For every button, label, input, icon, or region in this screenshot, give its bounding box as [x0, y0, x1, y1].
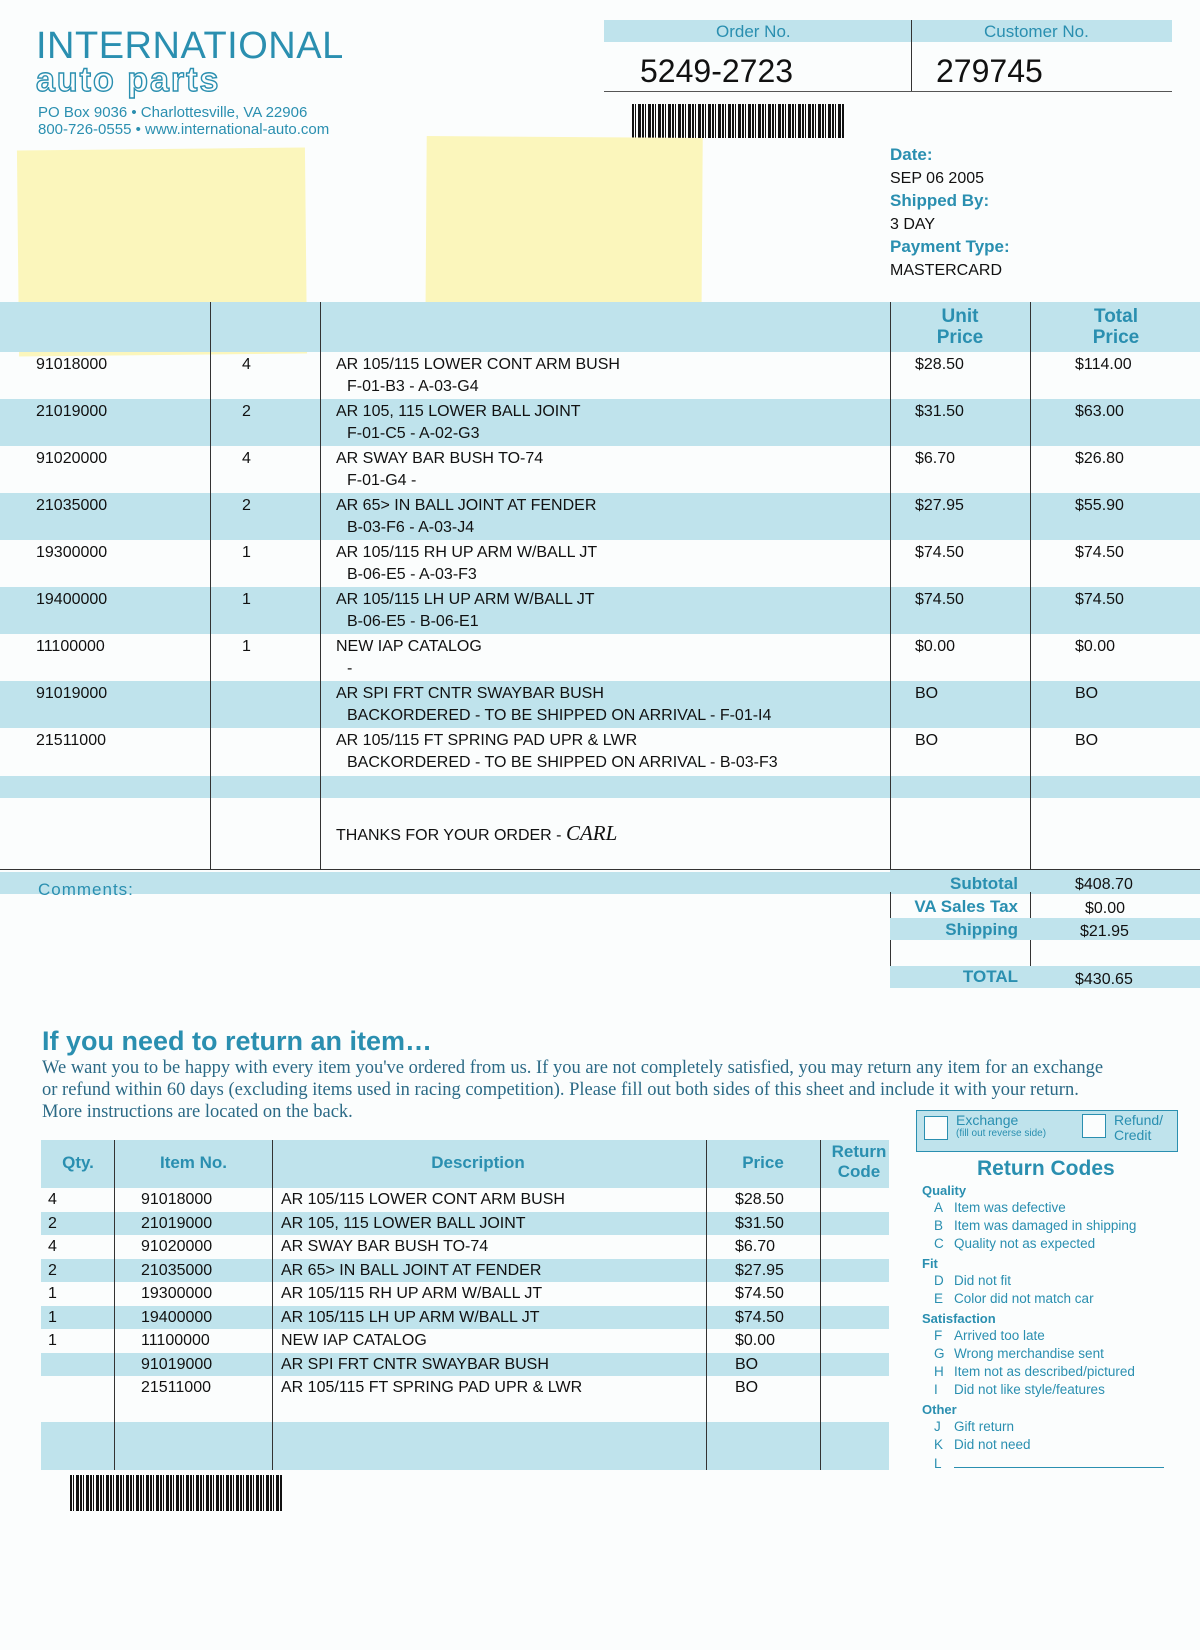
- return-qty: 4: [48, 1191, 57, 1208]
- return-price: BO: [735, 1355, 759, 1373]
- item-location: BACKORDERED - TO BE SHIPPED ON ARRIVAL - B-03-F3: [347, 754, 778, 771]
- item-unit-price: $27.95: [915, 497, 964, 514]
- item-total-price: $74.50: [1075, 591, 1124, 608]
- item-total-price: $26.80: [1075, 450, 1124, 467]
- return-code-text: Did not need: [954, 1437, 1031, 1452]
- return-code-group: Satisfaction: [922, 1311, 996, 1326]
- return-qty: 1: [48, 1308, 57, 1326]
- item-number: 91020000: [36, 450, 108, 467]
- return-empty-band: [41, 1422, 889, 1470]
- items-empty-band-1: [0, 776, 1200, 798]
- exchange-label: Exchange: [956, 1112, 1019, 1128]
- return-qty: 4: [48, 1238, 57, 1255]
- item-total-price: $0.00: [1075, 638, 1116, 655]
- subtotal-value: $408.70: [1075, 876, 1133, 893]
- item-number: 21511000: [36, 732, 106, 749]
- item-location: F-01-C5 - A-02-G3: [347, 425, 480, 442]
- return-code-letter: F: [934, 1328, 943, 1343]
- order-number: 5249-2723: [640, 53, 794, 89]
- order-header-divider: [911, 20, 912, 92]
- return-qty: 1: [48, 1285, 57, 1302]
- item-number: 19400000: [36, 591, 108, 608]
- refund-label: Refund/: [1114, 1112, 1164, 1128]
- return-code-text: Item was damaged in shipping: [954, 1218, 1137, 1233]
- refund-option: [1114, 1113, 1163, 1143]
- return-code-item: [934, 1328, 1045, 1343]
- return-rule-4: [820, 1140, 821, 1470]
- return-description: AR SPI FRT CNTR SWAYBAR BUSH: [281, 1355, 549, 1373]
- return-description: AR 105, 115 LOWER BALL JOINT: [281, 1214, 526, 1232]
- signature: CARL: [565, 821, 618, 845]
- item-row-band: [0, 399, 1200, 446]
- company-logo-line2: auto parts: [36, 61, 221, 99]
- order-header-underline: [604, 91, 1172, 92]
- item-location: -: [347, 660, 353, 677]
- return-price: $6.70: [735, 1238, 776, 1255]
- return-code-letter: D: [934, 1273, 944, 1288]
- company-logo-line1: INTERNATIONAL: [36, 25, 344, 67]
- customer-number-label: Customer No.: [984, 22, 1089, 41]
- return-code-text: Color did not match car: [954, 1291, 1094, 1306]
- shipped-by-label: Shipped By:: [890, 191, 990, 210]
- payment-type-value: MASTERCARD: [890, 262, 1003, 279]
- subtotal-label: Subtotal: [950, 874, 1018, 893]
- tax-value: $0.00: [1085, 900, 1126, 917]
- return-instructions: We want you to be happy with every item you've ordered from us. If you are not completely satisfied, you may return any item for an exchange or refund within 60 days (excluding items used in racing competition). Please fill out both sides of this sheet and include it with your return. More instructions are located on the back.: [42, 1058, 1104, 1122]
- return-code-letter: A: [934, 1200, 944, 1215]
- return-qty: 2: [48, 1261, 57, 1279]
- return-description: NEW IAP CATALOG: [281, 1332, 427, 1349]
- item-unit-price: $28.50: [915, 356, 964, 373]
- item-description: AR 105/115 RH UP ARM W/BALL JT: [336, 544, 598, 561]
- return-code-group: Other: [922, 1402, 957, 1417]
- tax-label: VA Sales Tax: [914, 897, 1018, 916]
- return-code-item: [934, 1437, 1031, 1452]
- return-description: AR SWAY BAR BUSH TO-74: [281, 1238, 489, 1255]
- return-code-letter: B: [934, 1218, 944, 1233]
- item-unit-price: $6.70: [915, 450, 956, 467]
- return-price: $31.50: [735, 1214, 784, 1232]
- return-item-number: 19400000: [141, 1308, 213, 1326]
- item-unit-price: $31.50: [915, 403, 964, 420]
- return-code-blank-line: [954, 1455, 1164, 1468]
- return-code-text: Item was defective: [954, 1200, 1066, 1215]
- return-description: AR 65> IN BALL JOINT AT FENDER: [281, 1261, 542, 1279]
- return-code-letter: K: [934, 1437, 944, 1452]
- item-total-price: $114.00: [1075, 356, 1132, 373]
- item-total-price: $74.50: [1075, 544, 1124, 561]
- return-item-header: Item No.: [159, 1153, 228, 1172]
- date-value: SEP 06 2005: [890, 170, 985, 187]
- return-codes-title: Return Codes: [977, 1157, 1115, 1180]
- return-code-item: [934, 1419, 1014, 1434]
- refund-checkbox[interactable]: [1082, 1114, 1106, 1138]
- return-code-item: [934, 1346, 1104, 1361]
- order-meta: [890, 145, 1010, 280]
- item-description: AR 65> IN BALL JOINT AT FENDER: [336, 497, 597, 514]
- item-number: 19300000: [36, 544, 108, 561]
- item-unit-price: $74.50: [915, 544, 964, 561]
- item-number: 91019000: [36, 685, 108, 702]
- item-unit-price: BO: [915, 685, 939, 702]
- return-price-header: Price: [742, 1153, 784, 1172]
- return-item-number: 21019000: [141, 1214, 213, 1232]
- total-label: TOTAL: [962, 967, 1018, 986]
- company-contact: 800-726-0555 • www.international-auto.com: [38, 121, 330, 138]
- payment-type-label: Payment Type:: [890, 237, 1010, 256]
- item-unit-price: BO: [915, 732, 939, 749]
- exchange-sublabel: (fill out reverse side): [956, 1128, 1047, 1139]
- item-description: AR 105, 115 LOWER BALL JOINT: [336, 403, 581, 420]
- return-price: $0.00: [735, 1332, 776, 1349]
- return-description: AR 105/115 FT SPRING PAD UPR & LWR: [281, 1379, 583, 1396]
- item-row-band: [0, 493, 1200, 540]
- return-item-number: 21035000: [141, 1261, 213, 1279]
- item-description: AR 105/115 LH UP ARM W/BALL JT: [336, 591, 595, 608]
- return-item-number: 91018000: [141, 1191, 213, 1208]
- item-number: 91018000: [36, 356, 108, 373]
- return-barcode: [70, 1475, 283, 1511]
- item-location: BACKORDERED - TO BE SHIPPED ON ARRIVAL - F-01-I4: [347, 707, 772, 724]
- return-code-item: [934, 1273, 1011, 1288]
- return-code-letter: E: [934, 1291, 944, 1306]
- shipped-by-value: 3 DAY: [890, 216, 936, 233]
- item-description: AR SWAY BAR BUSH TO-74: [336, 450, 544, 467]
- item-qty: 1: [242, 638, 251, 655]
- item-unit-price: $0.00: [915, 638, 956, 655]
- item-description: AR 105/115 FT SPRING PAD UPR & LWR: [336, 732, 638, 749]
- return-title: If you need to return an item…: [42, 1026, 433, 1056]
- return-desc-header: Description: [431, 1153, 525, 1172]
- customer-number: 279745: [936, 53, 1043, 89]
- return-code-item: [934, 1364, 1135, 1379]
- thanks-note: THANKS FOR YOUR ORDER - CARL: [336, 821, 618, 845]
- return-item-number: 19300000: [141, 1285, 213, 1302]
- col-rule-desc: [320, 302, 321, 870]
- exchange-checkbox[interactable]: [924, 1116, 948, 1140]
- return-code-text: Gift return: [954, 1419, 1015, 1434]
- return-qty: 2: [48, 1214, 57, 1232]
- item-description: NEW IAP CATALOG: [336, 638, 482, 655]
- return-code-text: Did not fit: [954, 1273, 1012, 1288]
- item-unit-price: $74.50: [915, 591, 964, 608]
- shipping-label: Shipping: [945, 920, 1018, 939]
- item-number: 11100000: [36, 638, 105, 655]
- return-qty-header: Qty.: [62, 1153, 94, 1172]
- comments-label: Comments:: [38, 880, 134, 899]
- company-address: PO Box 9036 • Charlottesville, VA 22906: [38, 104, 308, 121]
- return-code-text: Did not like style/features: [954, 1382, 1105, 1397]
- col-rule-qty: [210, 302, 211, 870]
- item-location: F-01-B3 - A-03-G4: [347, 378, 479, 395]
- return-price: $27.95: [735, 1261, 784, 1279]
- shipping-value: $21.95: [1080, 923, 1129, 940]
- return-code-item: [934, 1200, 1066, 1215]
- return-code-text: Item not as described/pictured: [954, 1364, 1135, 1379]
- return-code-letter: G: [934, 1346, 945, 1361]
- return-rule-3: [706, 1140, 707, 1470]
- unit-price-header: Unit Price: [936, 306, 984, 348]
- return-code-item: [934, 1218, 1136, 1233]
- return-price: $74.50: [735, 1285, 784, 1302]
- return-description: AR 105/115 RH UP ARM W/BALL JT: [281, 1285, 543, 1302]
- date-label: Date:: [890, 145, 933, 164]
- item-total-price: $55.90: [1075, 497, 1124, 514]
- total-value: $430.65: [1075, 971, 1133, 988]
- item-qty: 4: [242, 450, 251, 467]
- return-price: BO: [735, 1379, 759, 1396]
- item-qty: 2: [242, 403, 251, 420]
- item-qty: 1: [242, 591, 251, 608]
- item-location: B-06-E5 - A-03-F3: [347, 566, 477, 583]
- return-qty: 1: [48, 1332, 57, 1349]
- return-rule-1: [114, 1140, 115, 1470]
- item-qty: 1: [242, 544, 251, 561]
- item-number: 21035000: [36, 497, 108, 514]
- order-header-band: [604, 20, 1172, 42]
- item-location: B-06-E5 - B-06-E1: [347, 613, 479, 630]
- return-code-item: [934, 1382, 1105, 1397]
- item-location: F-01-G4 -: [347, 472, 417, 489]
- return-code-letter: C: [934, 1236, 944, 1251]
- return-code-text: Arrived too late: [954, 1328, 1045, 1343]
- return-code-item: [934, 1455, 1164, 1471]
- return-code-group: Fit: [922, 1256, 938, 1271]
- return-code-letter: L: [934, 1456, 942, 1471]
- return-code-text: Quality not as expected: [954, 1236, 1096, 1251]
- return-code-item: [934, 1291, 1094, 1306]
- item-total-price: BO: [1075, 685, 1099, 702]
- return-code-text: Wrong merchandise sent: [954, 1346, 1104, 1361]
- return-code-item: [934, 1236, 1095, 1251]
- return-code-letter: H: [934, 1364, 944, 1379]
- item-qty: 2: [242, 497, 251, 514]
- return-item-number: 91019000: [141, 1355, 213, 1373]
- total-price-header: Total Price: [1092, 306, 1140, 348]
- item-row-band: [0, 587, 1200, 634]
- item-qty: 4: [242, 356, 251, 373]
- order-barcode: [632, 104, 844, 138]
- company-address-block: [38, 104, 329, 138]
- item-description: AR 105/115 LOWER CONT ARM BUSH: [336, 356, 620, 373]
- return-price: $74.50: [735, 1308, 784, 1326]
- item-description: AR SPI FRT CNTR SWAYBAR BUSH: [336, 685, 604, 702]
- return-item-number: 21511000: [141, 1379, 211, 1396]
- exchange-option: [956, 1113, 1046, 1141]
- return-code-group: Quality: [922, 1183, 967, 1198]
- return-item-number: 91020000: [141, 1238, 213, 1255]
- return-code-letter: J: [934, 1419, 941, 1434]
- return-price: $28.50: [735, 1191, 784, 1208]
- item-location: B-03-F6 - A-03-J4: [347, 519, 475, 536]
- item-total-price: BO: [1075, 732, 1099, 749]
- return-rule-2: [272, 1140, 273, 1470]
- return-code-header: Return Code: [831, 1142, 887, 1181]
- return-code-letter: I: [934, 1382, 938, 1397]
- return-description: AR 105/115 LOWER CONT ARM BUSH: [281, 1191, 565, 1208]
- refund-label-2: Credit: [1114, 1127, 1152, 1143]
- order-number-label: Order No.: [716, 22, 791, 41]
- return-description: AR 105/115 LH UP ARM W/BALL JT: [281, 1308, 540, 1326]
- item-total-price: $63.00: [1075, 403, 1124, 420]
- item-number: 21019000: [36, 403, 108, 420]
- return-item-number: 11100000: [141, 1332, 210, 1349]
